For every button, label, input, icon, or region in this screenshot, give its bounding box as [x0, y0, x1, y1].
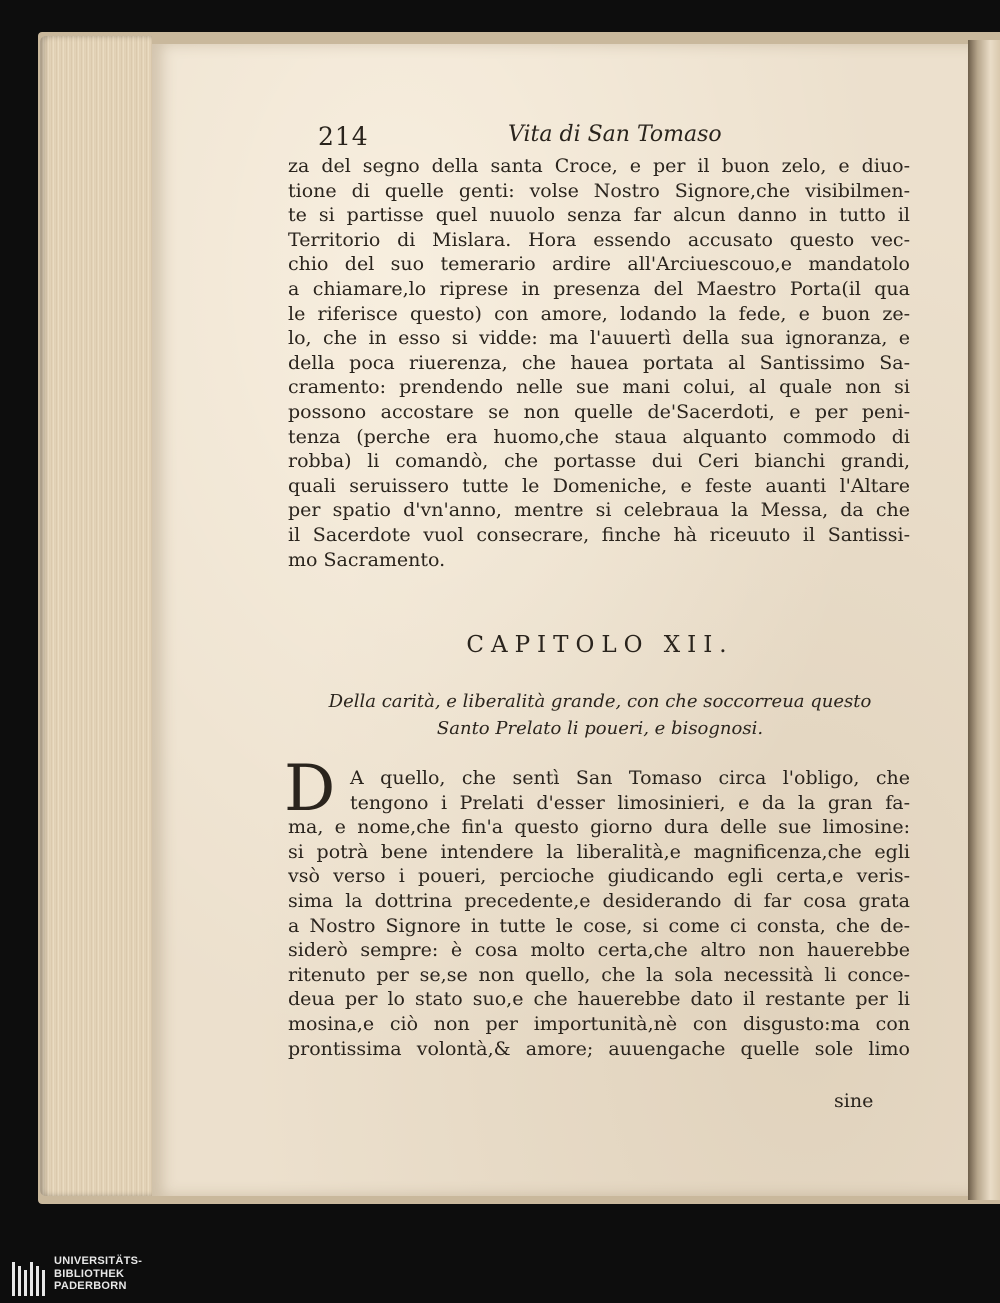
- chapter-summary: [290, 688, 910, 742]
- library-name-line: UNIVERSITÄTS-: [54, 1255, 143, 1267]
- summary-line: Santo Prelato li poueri, e bisognosi.: [436, 718, 764, 739]
- library-name-line: PADERBORN: [54, 1280, 127, 1292]
- text-line: Territorio di Mislara. Hora essendo accusato questo vec-: [288, 228, 910, 251]
- catchword: sine: [834, 1090, 874, 1112]
- running-head: [318, 122, 738, 156]
- body-text-part-1: [288, 154, 910, 572]
- running-title: Vita di San Tomaso: [508, 122, 722, 147]
- library-footer: [0, 1252, 1000, 1303]
- page-edges: [40, 36, 152, 1196]
- page-number: 214: [318, 122, 369, 151]
- library-name: [54, 1255, 142, 1293]
- text-line: a Nostro Signore in tutte le cose, si come ci consta, che de-: [288, 914, 910, 937]
- text-line: chio del suo temerario ardire all'Arciuescouo,e mandatolo: [288, 253, 910, 276]
- text-line: quali seruissero tutte le Domeniche, e feste auanti l'Altare: [288, 474, 910, 497]
- text-line: si potrà bene intendere la liberalità,e magnificenza,che egli: [288, 840, 910, 863]
- text-line: della poca riuerenza, che hauea portata al Santissimo Sa-: [288, 351, 910, 374]
- text-line: siderò sempre: è cosa molto certa,che altro non hauerebbe: [288, 939, 910, 962]
- chapter-title: CAPITOLO XII.: [466, 632, 734, 658]
- text-line: tione di quelle genti: volse Nostro Signore,che visibilmen-: [288, 179, 910, 202]
- text-line: mo Sacramento.: [288, 548, 446, 571]
- text-line: cramento: prendendo nelle sue mani colui, al quale non si: [288, 376, 910, 399]
- text-line: sima la dottrina precedente,e desiderando di far cosa grata: [288, 889, 910, 912]
- text-line: te si partisse quel nuuolo senza far alcun danno in tutto il: [288, 204, 910, 227]
- library-name-line: BIBLIOTHEK: [54, 1267, 125, 1280]
- text-line: il Sacerdote vuol consecrare, finche hà riceuuto il Santissi-: [288, 523, 910, 546]
- text-line: tenza (perche era huomo,che staua alquanto commodo di: [288, 425, 910, 448]
- text-line: ma, e nome,che fin'a questo giorno dura delle sue limosine:: [288, 816, 910, 839]
- text-line: deua per lo stato suo,e che hauerebbe dato il restante per li: [288, 988, 910, 1011]
- text-line: vsò verso i poueri, percioche giudicando egli certa,e veris-: [288, 865, 910, 888]
- text-line: a chiamare,lo riprese in presenza del Maestro Porta(il qua: [288, 277, 910, 300]
- body-text-part-2: [288, 766, 910, 1061]
- text-line: mosina,e ciò non per importunità,nè con disgusto:ma con: [288, 1012, 910, 1035]
- text-line: possono accostare se non quelle de'Sacerdoti, e per peni-: [288, 400, 910, 423]
- text-line: tengono i Prelati d'esser limosinieri, e da la gran fa-: [350, 791, 910, 814]
- text-line: prontissima volontà,& amore; auuengache quelle sole limo: [288, 1037, 910, 1060]
- drop-cap: D: [284, 752, 336, 826]
- text-line: ritenuto per se,se non quello, che la sola necessità li conce-: [288, 963, 910, 986]
- text-line: A quello, che sentì San Tomaso circa l'obligo, che: [350, 767, 910, 789]
- text-line: robba) li comandò, che portasse dui Ceri bianchi grandi,: [288, 450, 910, 473]
- text-line: per spatio d'vn'anno, mentre si celebraua la Messa, da che: [288, 499, 910, 522]
- text-line: za del segno della santa Croce, e per il buon zelo, e diuo-: [288, 155, 910, 177]
- book-gutter: [968, 40, 1000, 1200]
- summary-line: Della carità, e liberalità grande, con che soccorreua questo: [328, 691, 872, 712]
- text-line: le riferisce questo) con amore, lodando la fede, e buon ze-: [288, 302, 910, 325]
- text-line: lo, che in esso si vidde: ma l'auuertì della sua ignoranza, e: [288, 327, 910, 350]
- library-logo-icon: [6, 1256, 50, 1300]
